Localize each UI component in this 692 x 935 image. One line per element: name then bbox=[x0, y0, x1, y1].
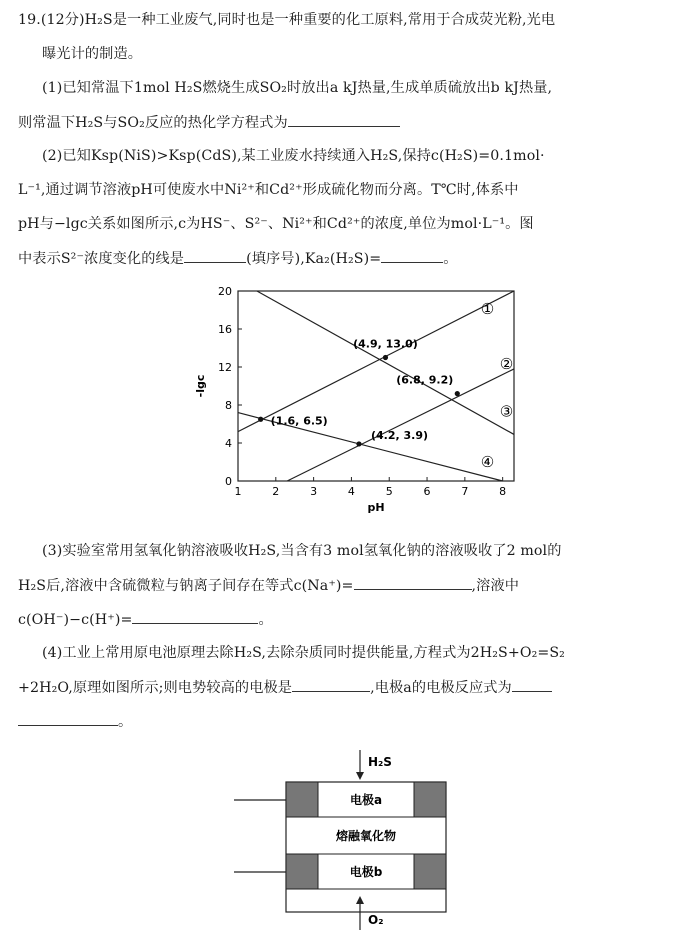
y-tick-label: 8 bbox=[225, 399, 232, 412]
part3-text-b: ,溶液中 bbox=[471, 578, 520, 594]
y-tick-label: 0 bbox=[225, 475, 232, 488]
x-tick-label: 1 bbox=[234, 485, 242, 498]
part1-text: 则常温下H₂S与SO₂反应的热化学方程式为 bbox=[18, 115, 288, 131]
question-line-2: 曝光计的制造。 bbox=[42, 46, 143, 62]
point-label: (1.6, 6.5) bbox=[270, 414, 328, 428]
y-tick-label: 20 bbox=[218, 285, 232, 298]
part3-text-d: 。 bbox=[258, 612, 273, 628]
o2-label: O₂ bbox=[368, 913, 384, 927]
x-tick-label: 6 bbox=[423, 485, 431, 498]
part2-line-4 bbox=[18, 248, 678, 269]
part3-text-c: c(OH⁻)−c(H⁺)= bbox=[18, 612, 133, 628]
intersection-point bbox=[258, 417, 263, 422]
plot-frame bbox=[238, 291, 514, 481]
series-label: ④ bbox=[480, 453, 495, 471]
y-tick-label: 4 bbox=[225, 437, 232, 450]
part1-line-2 bbox=[18, 112, 678, 133]
part4-text-a: +2H₂O,原理如图所示;则电势较高的电极是 bbox=[18, 680, 293, 696]
x-tick-label: 8 bbox=[499, 485, 507, 498]
series-label: ② bbox=[499, 355, 514, 374]
electrode-b-label: 电极b bbox=[349, 865, 383, 879]
electrode-a-label: 电极a bbox=[349, 793, 383, 807]
h2s-label: H₂S bbox=[368, 755, 392, 769]
answer-blank bbox=[184, 248, 246, 263]
part4-line-1: (4)工业上常用原电池原理去除H₂S,去除杂质同时提供能量,方程式为2H₂S+O₂=S₂ bbox=[42, 645, 565, 661]
part2-line-3: pH与−lgc关系如图所示,c为HS⁻、S²⁻、Ni²⁺和Cd²⁺的浓度,单位为mol·L⁻¹。图 bbox=[18, 216, 534, 232]
answer-blank bbox=[132, 609, 258, 624]
part2-text-b: (填序号),Ka₂(H₂S)= bbox=[246, 251, 382, 267]
intersection-point bbox=[356, 441, 361, 446]
answer-blank bbox=[18, 711, 118, 726]
part4-text-b: ,电极a的电极反应式为 bbox=[370, 680, 512, 696]
fuel-cell-diagram bbox=[230, 748, 470, 930]
electrode-b-right-block bbox=[414, 854, 446, 889]
intersection-point bbox=[455, 391, 460, 396]
part3-text-a: H₂S后,溶液中含硫微粒与钠离子间存在等式c(Na⁺)= bbox=[18, 578, 354, 594]
part4-text-c: 。 bbox=[118, 714, 133, 730]
answer-blank bbox=[381, 248, 443, 263]
x-tick-label: 2 bbox=[272, 485, 280, 498]
part3-line-1: (3)实验室常用氢氧化钠溶液吸收H₂S,当含有3 mol氢氧化钠的溶液吸收了2 mol的 bbox=[42, 543, 562, 559]
y-tick-label: 12 bbox=[218, 361, 232, 374]
electrolyte-label: 熔融氧化物 bbox=[335, 829, 397, 843]
series-label: ① bbox=[480, 300, 495, 319]
x-tick-label: 3 bbox=[310, 485, 318, 498]
part3-line-2 bbox=[18, 575, 678, 596]
answer-blank bbox=[512, 677, 552, 692]
part2-line-1: (2)已知Ksp(NiS)>Ksp(CdS),某工业废水持续通入H₂S,保持c(H₂S)=0.1mol· bbox=[42, 148, 545, 164]
point-label: (4.2, 3.9) bbox=[370, 428, 429, 442]
h2s-arrowhead bbox=[356, 772, 364, 780]
answer-blank bbox=[292, 677, 370, 692]
answer-blank bbox=[288, 112, 400, 127]
x-axis-label: pH bbox=[367, 501, 385, 514]
y-tick-label: 16 bbox=[218, 323, 232, 336]
ph-lgc-chart bbox=[190, 283, 530, 528]
part2-line-2: L⁻¹,通过调节溶液pH可使废水中Ni²⁺和Cd²⁺形成硫化物而分离。T℃时,体系中 bbox=[18, 182, 519, 198]
answer-blank bbox=[354, 575, 472, 590]
x-tick-label: 7 bbox=[461, 485, 469, 498]
chart-svg bbox=[190, 283, 530, 528]
part1-line-1: (1)已知常温下1mol H₂S燃烧生成SO₂时放出a kJ热量,生成单质硫放出b kJ热量, bbox=[42, 80, 553, 96]
part2-text-c: 。 bbox=[443, 251, 458, 267]
part4-line-3 bbox=[18, 711, 678, 732]
series-label: ③ bbox=[499, 402, 514, 421]
intersection-point bbox=[383, 355, 388, 360]
point-label: (4.9, 13.0) bbox=[353, 337, 418, 351]
series-line bbox=[257, 291, 514, 434]
point-label: (6.8, 9.2) bbox=[396, 373, 454, 387]
x-tick-label: 5 bbox=[385, 485, 393, 498]
part3-line-3 bbox=[18, 609, 678, 630]
question-line-1: 19.(12分)H₂S是一种工业废气,同时也是一种重要的化工原料,常用于合成荧光粉,光电 bbox=[18, 12, 556, 28]
electrode-a-left-block bbox=[286, 782, 318, 817]
fuel-cell-svg bbox=[230, 748, 470, 930]
x-tick-label: 4 bbox=[347, 485, 355, 498]
part2-text-a: 中表示S²⁻浓度变化的线是 bbox=[18, 251, 185, 267]
electrode-a-right-block bbox=[414, 782, 446, 817]
electrode-b-left-block bbox=[286, 854, 318, 889]
part4-line-2 bbox=[18, 677, 678, 698]
y-axis-label: -lgc bbox=[194, 374, 207, 398]
series-line bbox=[238, 291, 514, 432]
